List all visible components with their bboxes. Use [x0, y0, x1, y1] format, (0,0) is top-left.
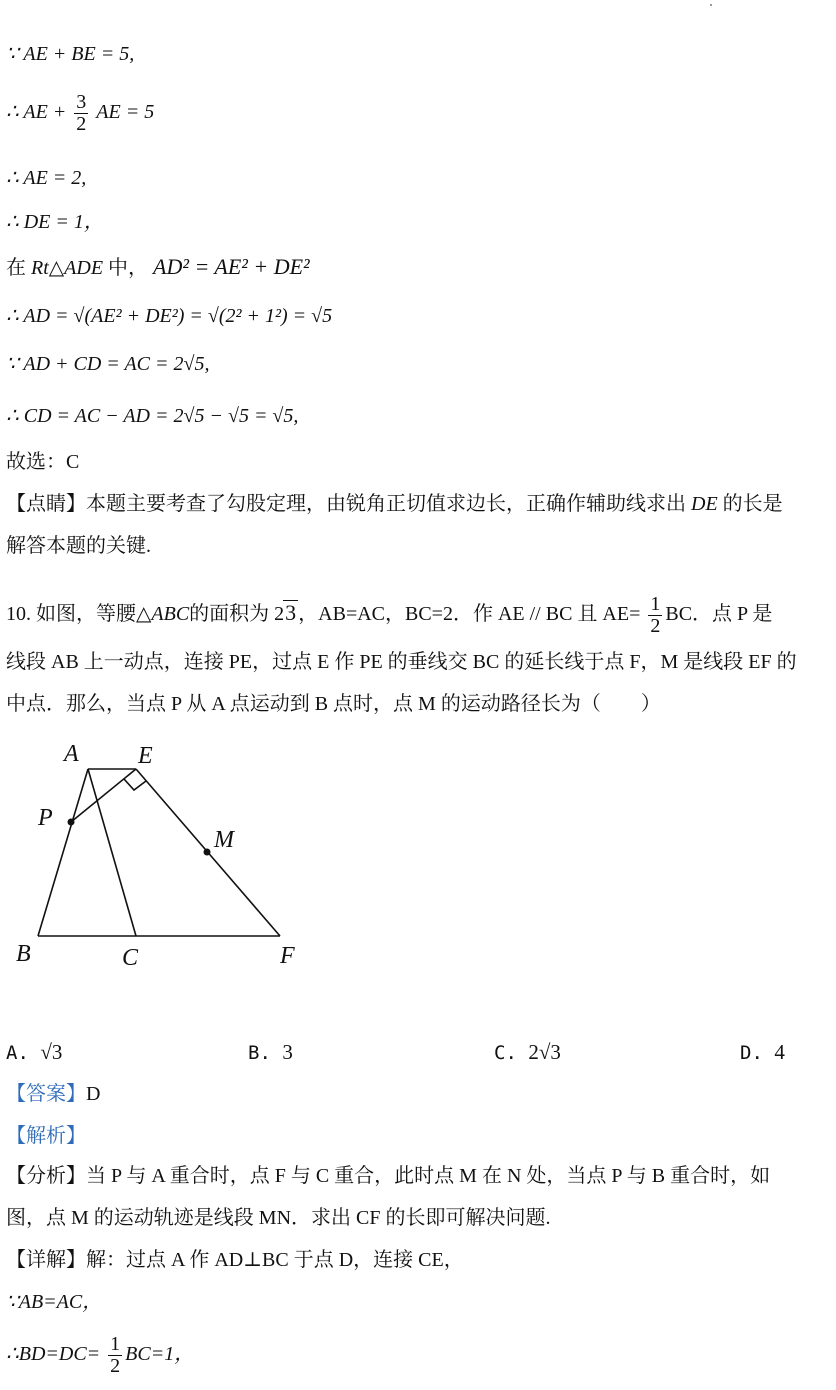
label-p: P	[38, 805, 53, 831]
question-point-p: BC．点 P 是	[665, 603, 773, 626]
segment-ab	[38, 769, 88, 936]
step-5-triangle: Rt△ADE	[31, 257, 104, 279]
fraction-1-2	[648, 594, 662, 637]
fraction-denominator: 2	[650, 615, 661, 637]
question-triangle: △ABC	[136, 603, 190, 626]
option-b-value: 3	[282, 1040, 293, 1064]
fraction-1-2-detail	[108, 1334, 122, 1377]
segment-ac	[88, 769, 136, 936]
step-line-2	[6, 92, 154, 135]
answer-tag: 【答案】	[6, 1083, 86, 1105]
option-c[interactable]	[494, 1040, 561, 1065]
label-b: B	[16, 941, 31, 967]
right-angle-mark	[124, 779, 146, 790]
option-a[interactable]	[6, 1040, 62, 1065]
comment-tag: 【点睛】	[6, 493, 86, 515]
comment-text-2: 的长是	[722, 493, 783, 515]
step-line-4: ∴ DE = 1，	[6, 211, 104, 233]
label-a: A	[64, 741, 79, 767]
answer-value: D	[86, 1083, 101, 1105]
question-condition: ，AB=AC，BC=2．作 AE // BC 且 AE=	[298, 603, 641, 626]
fenxi-line-1	[6, 1166, 770, 1186]
answer-line	[6, 1084, 100, 1104]
option-b-letter: B.	[248, 1042, 271, 1064]
detail-text-3b: BC=1，	[125, 1343, 195, 1366]
fenxi-tag: 【分析】	[6, 1165, 86, 1187]
step-2-right: AE = 5	[96, 101, 155, 124]
fenxi-text-1: 当 P 与 A 重合时，点 F 与 C 重合，此时点 M 在 N 处，当点 P 与 B 重合时，如	[86, 1165, 771, 1187]
step-line-8: ∴ CD = AC − AD = 2√5 − √5 = √5,	[6, 405, 299, 427]
fraction-denominator: 2	[76, 113, 87, 135]
fraction-3-2	[74, 92, 88, 135]
comment-line-1	[6, 494, 783, 514]
point-p	[68, 819, 75, 826]
fraction-numerator: 1	[110, 1333, 121, 1355]
step-5-mid: 中，	[108, 257, 149, 279]
step-5-prefix: 在	[6, 257, 26, 279]
fraction-numerator: 1	[650, 593, 661, 615]
detail-line-3	[6, 1334, 194, 1377]
label-e: E	[138, 743, 153, 769]
step-5-equation: AD² = AE² + DE²	[153, 254, 310, 279]
label-m: M	[214, 827, 234, 853]
option-a-letter: A.	[6, 1042, 29, 1064]
step-line-3: ∴ AE = 2,	[6, 167, 87, 189]
label-c: C	[122, 945, 139, 971]
option-a-value: √3	[40, 1040, 63, 1064]
option-b[interactable]	[248, 1040, 293, 1065]
geometry-figure	[10, 735, 330, 975]
option-c-value: 2√3	[528, 1040, 561, 1064]
step-line-1: ∵ AE + BE = 5,	[6, 43, 135, 65]
sqrt-3: 3	[285, 600, 297, 626]
option-d-value: 4	[774, 1040, 785, 1064]
question-line-1	[6, 594, 772, 637]
step-line-6: ∴ AD = √(AE² + DE²) = √(2² + 1²) = √5	[6, 305, 333, 327]
label-f: F	[280, 943, 295, 969]
question-line-3: 中点．那么，当点 P 从 A 点运动到 B 点时，点 M 的运动路径长为（ ）	[6, 693, 661, 715]
corner-mark	[710, 4, 712, 6]
point-m	[204, 849, 211, 856]
detail-line-2: ∵AB=AC，	[6, 1291, 103, 1313]
question-area: 的面积为 2	[189, 603, 285, 626]
question-line-2: 线段 AB 上一动点，连接 PE，过点 E 作 PE 的垂线交 BC 的延长线于点 F，M 是线段 EF 的	[6, 651, 797, 673]
option-d[interactable]	[740, 1040, 785, 1065]
fenxi-line-2: 图，点 M 的运动轨迹是线段 MN．求出 CF 的长即可解决问题.	[6, 1207, 551, 1229]
comment-text-1: 本题主要考查了勾股定理，由锐角正切值求边长，正确作辅助线求出	[86, 493, 686, 515]
analysis-tag: 【解析】	[6, 1125, 86, 1147]
step-line-9: 故选：C	[6, 451, 80, 473]
fraction-denominator: 2	[110, 1355, 121, 1377]
step-2-left: ∴ AE +	[6, 101, 67, 124]
detail-tag: 【详解】	[6, 1249, 86, 1271]
fraction-numerator: 3	[76, 91, 87, 113]
option-d-letter: D.	[740, 1042, 763, 1064]
detail-text-3a: ∴BD=DC=	[6, 1343, 101, 1366]
option-c-letter: C.	[494, 1042, 517, 1064]
comment-de: DE	[691, 493, 718, 515]
question-number: 10. 如图，等腰	[6, 603, 136, 626]
detail-text-1: 解：过点 A 作 AD⊥BC 于点 D，连接 CE，	[86, 1249, 464, 1271]
detail-line-1	[6, 1250, 464, 1270]
comment-line-2: 解答本题的关键.	[6, 535, 151, 557]
step-line-5	[6, 256, 310, 278]
step-line-7: ∵ AD + CD = AC = 2√5,	[6, 353, 210, 375]
